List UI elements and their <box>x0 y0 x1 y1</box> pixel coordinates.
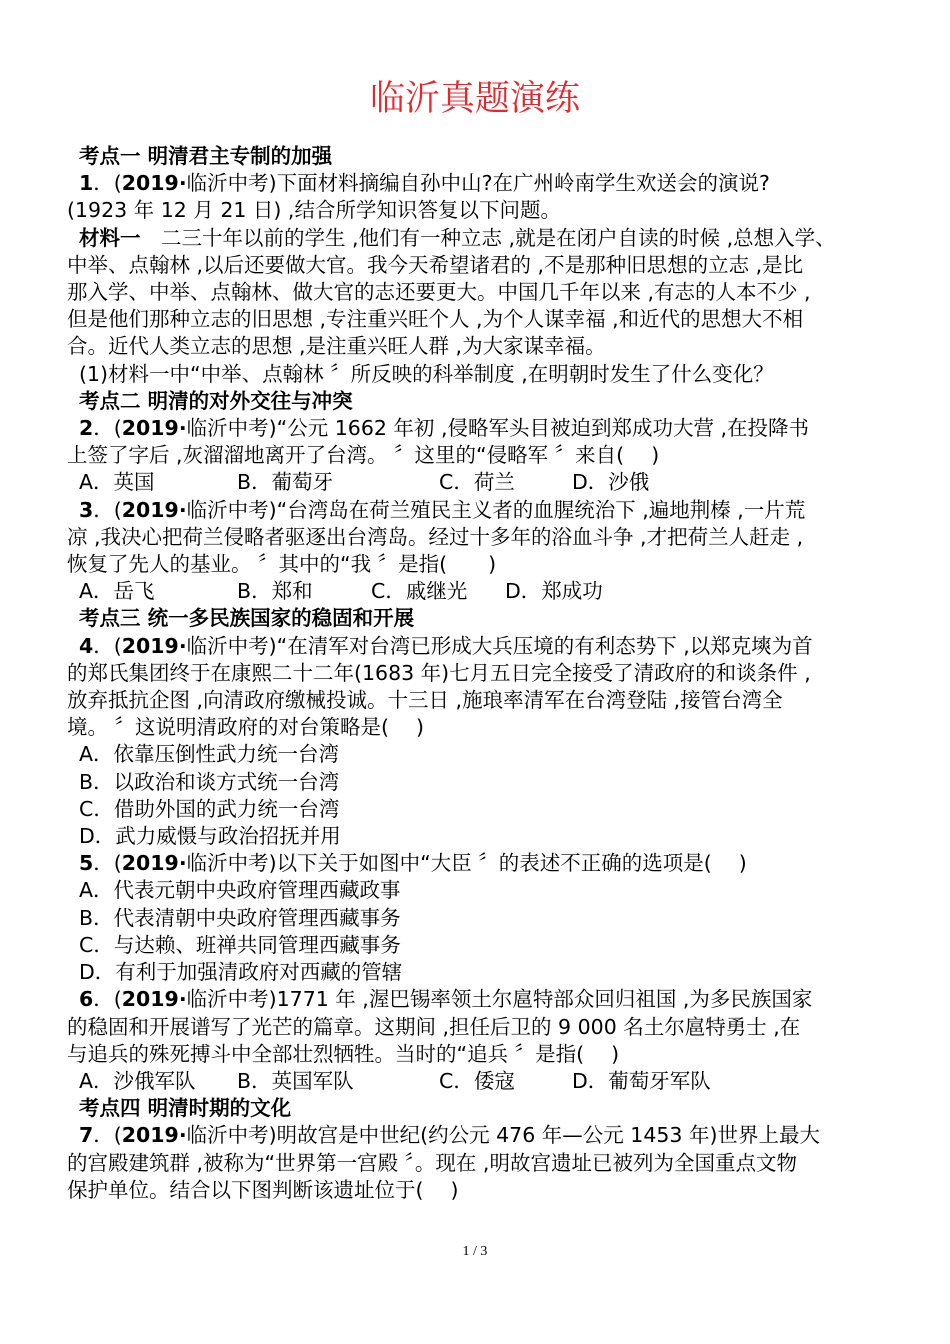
option: D．武力威慑与政治招抚并用 <box>79 824 341 849</box>
option: B．葡萄牙 <box>237 470 334 495</box>
option: C．与达赖、班禅共同管理西藏事务 <box>79 932 401 957</box>
option: B．英国军队 <box>237 1068 354 1093</box>
material-text: 但是他们那种立志的旧思想 ,专注重兴旺个人 ,为个人谋幸福 ,和近代的思想大不相 <box>67 307 804 332</box>
option-row <box>67 469 897 496</box>
question-number: 1 <box>79 171 94 196</box>
section-heading: 考点二 明清的对外交往与冲突 <box>79 388 353 413</box>
question-source: 2019· <box>121 171 187 196</box>
material-text: 二三十年以前的学生 ,他们有一种立志 ,就是在闭户自读的时候 ,总想入学、 <box>140 225 836 250</box>
option: D．郑成功 <box>505 579 603 604</box>
option: D．沙俄 <box>572 470 650 495</box>
page-number: 1 / 3 <box>462 1244 488 1259</box>
option: D．葡萄牙军队 <box>572 1068 711 1093</box>
question-number: 5 <box>79 851 94 876</box>
question-source: 2019· <box>121 633 187 658</box>
question-number: 7 <box>79 1123 94 1148</box>
option: B．郑和 <box>237 579 313 604</box>
option-row <box>67 1068 897 1095</box>
question-2: 2．(2019·临沂中考)“公元 1662 年初 ,侵略军头目被迫到郑成功大营 ,在投降书 <box>79 416 809 441</box>
option: C．倭寇 <box>439 1068 515 1093</box>
material-text: 中举、点翰林 ,以后还要做大官。我今天希望诸君的 ,不是那种旧思想的立志 ,是比 <box>67 252 804 277</box>
question-source: 2019· <box>121 987 187 1012</box>
question-number: 2 <box>79 416 94 441</box>
option: A．代表元朝中央政府管理西藏政事 <box>79 878 401 903</box>
question-text: 临沂中考)“在清军对台湾已形成大兵压境的有利态势下 ,以郑克塽为首 <box>186 633 813 658</box>
question-number: 6 <box>79 987 94 1012</box>
question-6: 6．(2019·临沂中考)1771 年 ,渥巴锡率领土尔扈特部众回归祖国 ,为多民族国家 <box>79 987 813 1012</box>
question-text: 恢复了先人的基业。 〞其中的“我 〞是指( ) <box>67 552 497 577</box>
option: A．沙俄军队 <box>79 1068 196 1093</box>
question-text: 的宫殿建筑群 ,被称为“世界第一宫殿 〞。现在 ,明故宫遗址已被列为全国重点文物 <box>67 1150 797 1175</box>
option: C．荷兰 <box>439 470 515 495</box>
section-heading: 考点三 统一多民族国家的稳固和开展 <box>79 606 415 631</box>
question-source: 2019· <box>121 851 187 876</box>
question-source: 2019· <box>121 497 187 522</box>
question-text: 的郑氏集团终于在康熙二十二年(1683 年)七月五日完全接受了清政府的和谈条件 , <box>67 660 811 685</box>
question-text: 凉 ,我决心把荷兰侵略者驱逐出台湾岛。经过十多年的浴血斗争 ,才把荷兰人赶走 , <box>67 524 804 549</box>
sub-question: (1)材料一中“中举、点翰林 〞所反映的科举制度 ,在明朝时发生了什么变化？ <box>79 361 774 386</box>
material-text: 那入学、中举、点翰林、做大官的志还要更大。中国几千年以来 ,有志的人本不少 , <box>67 280 811 305</box>
question-source: 2019· <box>121 416 187 441</box>
question-text: 临沂中考)下面材料摘编自孙中山?在广州岭南学生欢送会的演说? <box>186 171 770 196</box>
option: A．英国 <box>79 470 155 495</box>
question-text: 临沂中考)1771 年 ,渥巴锡率领土尔扈特部众回归祖国 ,为多民族国家 <box>186 987 813 1012</box>
section-heading: 考点一 明清君主专制的加强 <box>79 144 333 168</box>
material-paragraph <box>67 225 897 252</box>
option: B．代表清朝中央政府管理西藏事务 <box>79 905 401 930</box>
question-text: 境。 〞这说明清政府的对台策略是( ) <box>67 715 425 740</box>
option: B．以政治和谈方式统一台湾 <box>79 769 340 794</box>
question-text: 的稳固和开展谱写了光芒的篇章。这期间 ,担任后卫的 9 000 名土尔扈特勇士 ,在 <box>67 1014 801 1039</box>
option: A．岳飞 <box>79 579 155 604</box>
question-text: 临沂中考)明故宫是中世纪(约公元 476 年—公元 1453 年)世界上最大 <box>186 1123 820 1148</box>
material-text: 合。近代人类立志的思想 ,是注重兴旺人群 ,为大家谋幸福。 <box>67 334 606 359</box>
question-text: 上签了字后 ,灰溜溜地离开了台湾。 〞这里的“侵略军 〞来自( ) <box>67 443 660 468</box>
question-text: 与追兵的殊死搏斗中全部壮烈牺牲。当时的“追兵 〞是指( ) <box>67 1041 620 1066</box>
question-3: 3．(2019·临沂中考)“台湾岛在荷兰殖民主义者的血腥统治下 ,遍地荆榛 ,一片荒 <box>79 497 806 522</box>
question-source: 2019· <box>121 1123 187 1148</box>
question-number: 3 <box>79 497 94 522</box>
option: D．有利于加强清政府对西藏的管辖 <box>79 960 403 985</box>
question-text: 保护单位。结合以下图判断该遗址位于( ) <box>67 1177 459 1202</box>
question-text: 临沂中考)以下关于如图中“大臣 〞的表述不正确的选项是( ) <box>186 851 747 876</box>
page-title: 临沂真题演练 <box>369 79 580 119</box>
question-number: 4 <box>79 633 94 658</box>
section-heading: 考点四 明清时期的文化 <box>79 1096 292 1121</box>
option: C．戚继光 <box>371 579 468 604</box>
question-text: (1923 年 12 月 21 日) ,结合所学知识答复以下问题。 <box>67 198 561 223</box>
option-row <box>67 578 897 605</box>
question-5: 5．(2019·临沂中考)以下关于如图中“大臣 〞的表述不正确的选项是( ) <box>79 851 747 876</box>
question-1: 1．(2019·临沂中考)下面材料摘编自孙中山?在广州岭南学生欢送会的演说? <box>79 171 770 196</box>
question-text: 放弃抵抗企图 ,向清政府缴械投诚。十三日 ,施琅率清军在台湾登陆 ,接管台湾全 <box>67 688 783 713</box>
question-7: 7．(2019·临沂中考)明故宫是中世纪(约公元 476 年—公元 1453 年)世界上最大 <box>79 1123 820 1148</box>
document-body <box>67 143 897 1204</box>
question-4: 4．(2019·临沂中考)“在清军对台湾已形成大兵压境的有利态势下 ,以郑克塽为首 <box>79 633 813 658</box>
option: C．借助外国的武力统一台湾 <box>79 796 340 821</box>
option: A．依靠压倒性武力统一台湾 <box>79 742 340 767</box>
question-text: 临沂中考)“台湾岛在荷兰殖民主义者的血腥统治下 ,遍地荆榛 ,一片荒 <box>186 497 806 522</box>
question-text: 临沂中考)“公元 1662 年初 ,侵略军头目被迫到郑成功大营 ,在投降书 <box>186 416 809 441</box>
material-label: 材料一 <box>79 225 141 250</box>
